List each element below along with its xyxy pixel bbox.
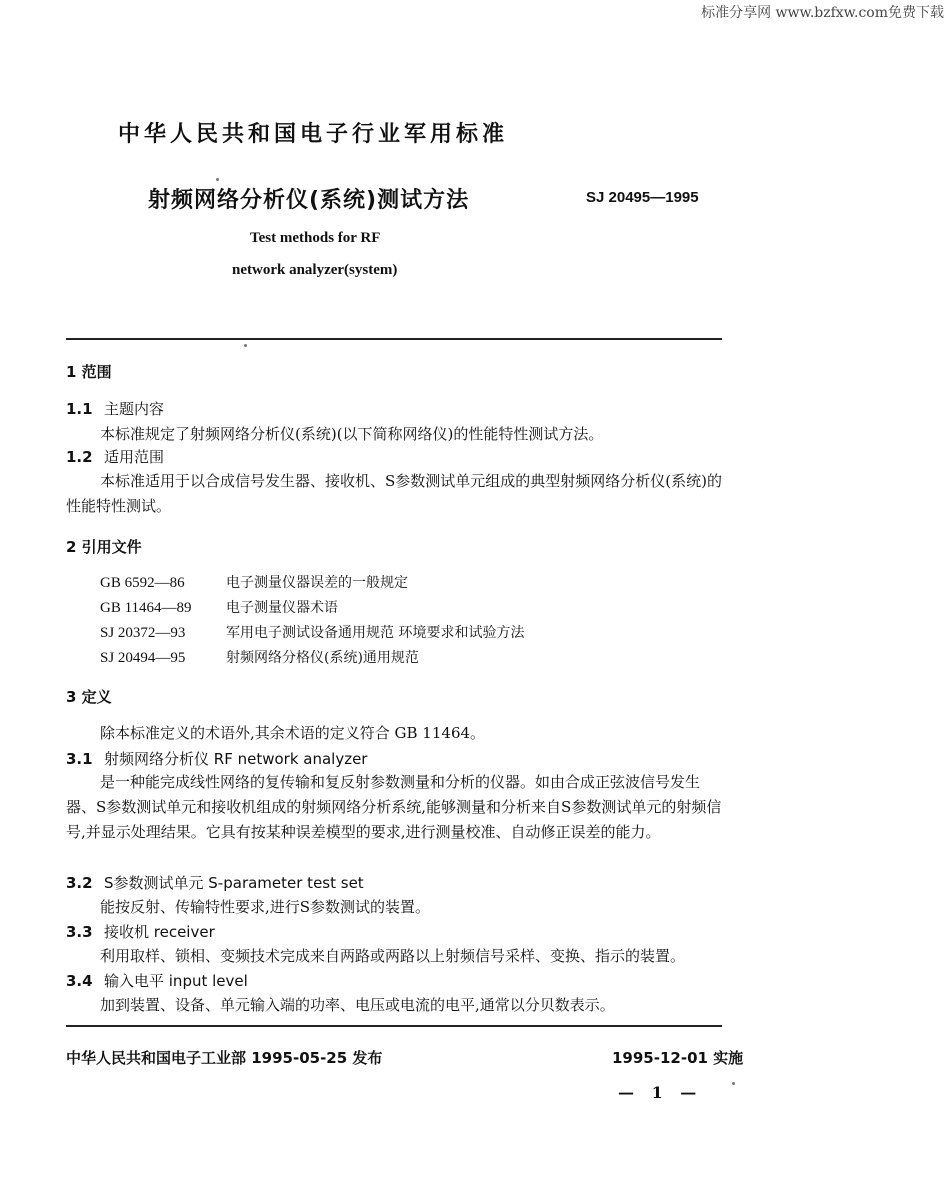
section-3-4-heading [66,970,248,991]
page-number: — 1 — [618,1083,703,1102]
section-3-1-text: 是一种能完成线性网络的复传输和复反射参数测量和分析的仪器。如由合成正弦波信号发生器、S参数测试单元和接收机组成的射频网络分析系统,能够测量和分析来自S参数测试单元的射频信号,并显示处理结果。它具有按某种误差模型的要求,进行测量校准、自动修正误差的能力。 [66,773,722,841]
section-1-1-heading [66,398,164,419]
reference-row [100,572,408,592]
section-3-intro: 除本标准定义的术语外,其余术语的定义符合 GB 11464。 [100,724,486,742]
reference-title: 电子测量仪器误差的一般规定 [226,575,408,591]
section-3-heading: 3 定义 [66,688,112,706]
reference-code: GB 11464—89 [100,600,192,616]
section-1-2-heading [66,446,164,467]
reference-code: GB 6592—86 [100,575,185,591]
section-title: 主题内容 [104,400,165,418]
section-3-1-heading [66,748,367,769]
section-title: 射频网络分析仪 RF network analyzer [104,750,368,768]
section-3-3-text: 利用取样、锁相、变频技术完成来自两路或两路以上射频信号采样、变换、指示的装置。 [100,947,686,965]
section-title: 适用范围 [104,448,165,466]
section-title: 接收机 receiver [104,923,215,941]
section-3-2-text: 能按反射、传输特性要求,进行S参数测试的装置。 [100,898,431,916]
section-number: 3.1 [66,750,93,768]
reference-row [100,597,338,617]
section-3-2-heading [66,872,364,893]
footer-divider [66,1025,722,1027]
section-3-4-text: 加到装置、设备、单元输入端的功率、电压或电流的电平,通常以分贝数表示。 [100,996,615,1014]
reference-title: 射频网络分格仪(系统)通用规范 [226,650,419,666]
reference-title: 电子测量仪器术语 [226,600,338,616]
document-title: 射频网络分析仪(系统)测试方法 [148,188,470,213]
section-number: 3.4 [66,972,93,990]
section-number: 1.1 [66,400,93,418]
header-divider [66,338,722,340]
effective-date: 1995-12-01 实施 [612,1049,744,1067]
section-number: 3.2 [66,874,93,892]
section-number: 1.2 [66,448,93,466]
reference-code: SJ 20372—93 [100,625,186,641]
section-number: 3.3 [66,923,93,941]
english-title-line2: network analyzer(system) [232,262,398,278]
section-1-heading: 1 范围 [66,363,112,381]
reference-code: SJ 20494—95 [100,650,186,666]
scan-speck [732,1082,735,1085]
reference-row [100,647,419,667]
english-title-line1: Test methods for RF [250,230,381,246]
reference-row [100,622,524,642]
section-2-heading: 2 引用文件 [66,538,142,556]
section-title: 输入电平 input level [104,972,248,990]
scan-speck [216,178,219,181]
watermark-text: 标准分享网 www.bzfxw.com免费下载 [701,5,944,21]
standard-code: SJ 20495—1995 [586,189,699,206]
section-3-3-heading [66,921,215,942]
section-title: S参数测试单元 S-parameter test set [104,874,364,892]
scan-speck [244,344,247,347]
section-1-2-text: 本标准适用于以合成信号发生器、接收机、S参数测试单元组成的典型射频网络分析仪(系统)的性能特性测试。 [66,472,722,515]
section-1-1-text: 本标准规定了射频网络分析仪(系统)(以下简称网络仪)的性能特性测试方法。 [100,425,604,443]
reference-title: 军用电子测试设备通用规范 环境要求和试验方法 [226,625,525,641]
issuing-organization: 中华人民共和国电子行业军用标准 [118,122,509,147]
publisher-line: 中华人民共和国电子工业部 1995-05-25 发布 [66,1049,383,1067]
